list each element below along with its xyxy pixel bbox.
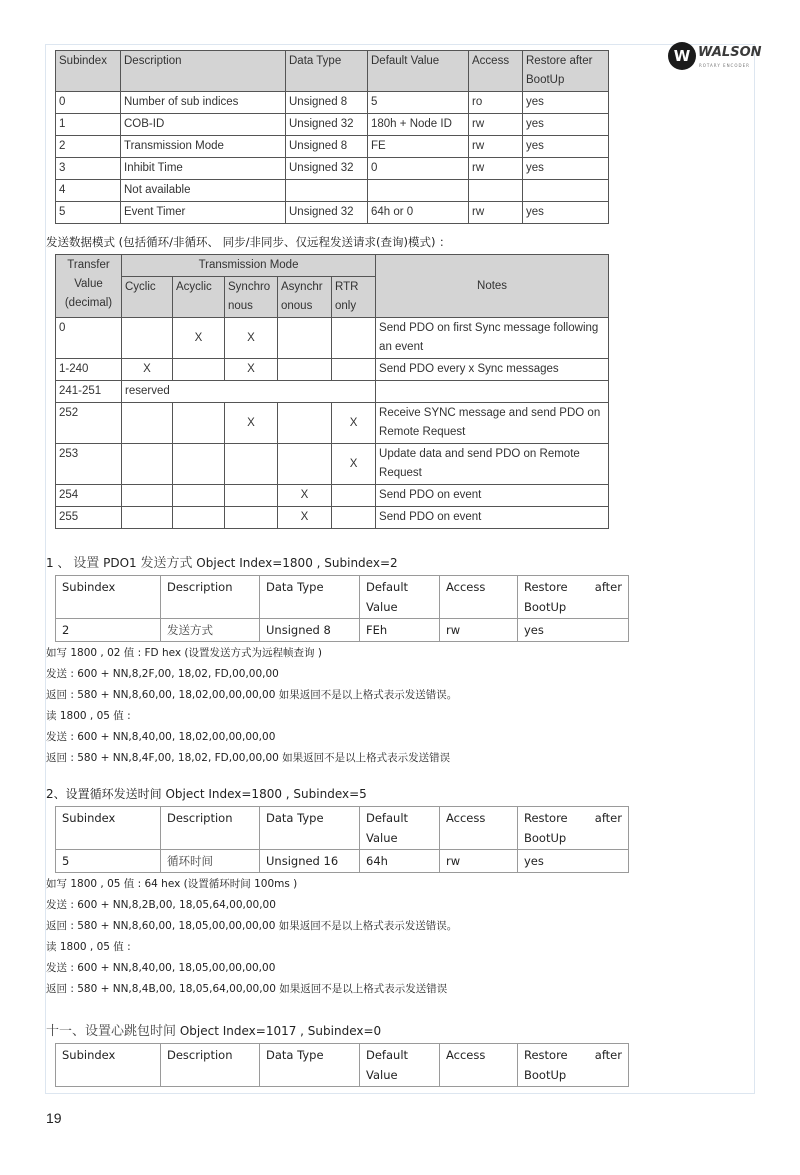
cell-access: rw: [469, 202, 523, 224]
cell-rtr: [332, 485, 376, 507]
cell-acyclic: X: [173, 318, 225, 359]
cell-cyclic: [122, 318, 173, 359]
section2-line: 返回 : 580 + NN,8,4B,00, 18,05,64,00,00,00 如果返回不是以上格式表示发送错误: [46, 983, 448, 995]
cell-restore: yes: [523, 114, 609, 136]
cell-cyclic: [122, 485, 173, 507]
cell-async: X: [278, 485, 332, 507]
cell-default-value: 180h + Node ID: [368, 114, 469, 136]
cell-description: 循环时间: [161, 850, 260, 873]
table-row: [56, 359, 609, 381]
cell-acyclic: [173, 444, 225, 485]
page-frame: [45, 44, 762, 1094]
header-access: Access: [440, 807, 518, 850]
cell-access: rw: [440, 619, 518, 642]
cell-data-type: Unsigned 32: [286, 158, 368, 180]
cell-cyclic: X: [122, 359, 173, 381]
cell-sync: X: [225, 318, 278, 359]
header-description: Description: [161, 576, 260, 619]
header-access: Access: [469, 51, 523, 92]
table-row: [56, 619, 629, 642]
transmission-mode-table: [55, 254, 609, 529]
table-row: [56, 114, 609, 136]
cell-access: rw: [469, 114, 523, 136]
header-subindex: Subindex: [56, 1044, 161, 1087]
walson-logo: [668, 42, 764, 72]
cell-async: X: [278, 507, 332, 529]
header-synchronous: Synchro nous: [225, 277, 278, 318]
header-restore: Restore after BootUp: [518, 576, 629, 619]
header-data-type: Data Type: [286, 51, 368, 92]
cell-access: [469, 180, 523, 202]
cell-cyclic: [122, 444, 173, 485]
page-number: 19: [46, 1110, 62, 1126]
logo-name: WALSON: [698, 45, 762, 60]
header-transfer-value: Transfer Value (decimal): [56, 255, 122, 318]
cell-default-value: 0: [368, 158, 469, 180]
cell-notes: Send PDO on event: [376, 507, 609, 529]
table-row: [56, 485, 609, 507]
header-subindex: Subindex: [56, 576, 161, 619]
cell-restore: yes: [523, 136, 609, 158]
table-row: [56, 180, 609, 202]
cell-notes: Receive SYNC message and send PDO on Remote Request: [376, 403, 609, 444]
cell-subindex: 5: [56, 202, 121, 224]
cell-transfer-value: 252: [56, 403, 122, 444]
table-row: [56, 507, 609, 529]
cell-rtr: X: [332, 403, 376, 444]
header-default-value: Default Value: [360, 1044, 440, 1087]
section1-heading: 1 、 设置 PDO1 发送方式 Object Index=1800 , Subindex=2: [46, 556, 398, 571]
cell-default-value: 5: [368, 92, 469, 114]
cell-subindex: 5: [56, 850, 161, 873]
cell-default-value: 64h or 0: [368, 202, 469, 224]
section2-line: 读 1800 , 05 值 :: [46, 941, 131, 953]
cell-default-value: [368, 180, 469, 202]
table-row: [56, 444, 609, 485]
table-header-row: [56, 807, 629, 850]
header-restore: Restore after BootUp: [523, 51, 609, 92]
header-notes: Notes: [376, 255, 609, 318]
cell-acyclic: [173, 359, 225, 381]
cell-sync: X: [225, 403, 278, 444]
section3-table: [55, 1043, 629, 1087]
header-access: Access: [440, 1044, 518, 1087]
cell-cyclic: [122, 507, 173, 529]
table-row: [56, 403, 609, 444]
cell-acyclic: [173, 485, 225, 507]
cell-access: ro: [469, 92, 523, 114]
cell-data-type: Unsigned 16: [260, 850, 360, 873]
header-asynchronous: Asynchr onous: [278, 277, 332, 318]
cell-transfer-value: 254: [56, 485, 122, 507]
cell-sync: [225, 444, 278, 485]
header-cyclic: Cyclic: [122, 277, 173, 318]
cell-restore: yes: [518, 619, 629, 642]
table-row: [56, 202, 609, 224]
header-restore: Restore after BootUp: [518, 1044, 629, 1087]
pdo-parameter-table: [55, 50, 609, 224]
cell-transfer-value: 241-251: [56, 381, 122, 403]
cell-description: Transmission Mode: [121, 136, 286, 158]
cell-description: Number of sub indices: [121, 92, 286, 114]
cell-subindex: 0: [56, 92, 121, 114]
cell-sync: [225, 507, 278, 529]
cell-transfer-value: 0: [56, 318, 122, 359]
section1-line: 发送 : 600 + NN,8,40,00, 18,02,00,00,00,00: [46, 731, 276, 743]
cell-description: Not available: [121, 180, 286, 202]
cell-transfer-value: 255: [56, 507, 122, 529]
header-restore: Restore after BootUp: [518, 807, 629, 850]
cell-description: Inhibit Time: [121, 158, 286, 180]
cell-restore: yes: [523, 158, 609, 180]
cell-default-value: FEh: [360, 619, 440, 642]
section2-heading: 2、设置循环发送时间 Object Index=1800 , Subindex=5: [46, 787, 367, 801]
section1-line: 返回 : 580 + NN,8,4F,00, 18,02, FD,00,00,00 如果返回不是以上格式表示发送错误: [46, 752, 451, 764]
cell-restore: yes: [523, 92, 609, 114]
cell-sync: [225, 485, 278, 507]
header-description: Description: [161, 1044, 260, 1087]
cell-access: rw: [469, 136, 523, 158]
mode-caption: 发送数据模式 (包括循环/非循环、 同步/非同步、仅远程发送请求(查询)模式) ：: [46, 235, 451, 249]
cell-async: [278, 403, 332, 444]
cell-access: rw: [469, 158, 523, 180]
header-data-type: Data Type: [260, 1044, 360, 1087]
cell-rtr: [332, 318, 376, 359]
walson-logo-icon: W: [668, 42, 696, 70]
cell-data-type: Unsigned 8: [260, 619, 360, 642]
section1-line: 读 1800 , 05 值 :: [46, 710, 131, 722]
header-default-value: Default Value: [368, 51, 469, 92]
cell-rtr: X: [332, 444, 376, 485]
cell-description: COB-ID: [121, 114, 286, 136]
cell-subindex: 2: [56, 136, 121, 158]
cell-restore: yes: [523, 202, 609, 224]
header-transmission-mode: Transmission Mode: [122, 255, 376, 277]
cell-subindex: 3: [56, 158, 121, 180]
table-row: [56, 136, 609, 158]
cell-data-type: Unsigned 32: [286, 202, 368, 224]
cell-transfer-value: 1-240: [56, 359, 122, 381]
table-row: [56, 850, 629, 873]
header-default-value: Default Value: [360, 807, 440, 850]
cell-access: rw: [440, 850, 518, 873]
table-header-row: [56, 51, 609, 92]
cell-data-type: Unsigned 8: [286, 136, 368, 158]
table-row: [56, 158, 609, 180]
cell-async: [278, 359, 332, 381]
cell-data-type: Unsigned 32: [286, 114, 368, 136]
section2-table: [55, 806, 629, 873]
section1-table: [55, 575, 629, 642]
table-row: [56, 318, 609, 359]
cell-notes: Send PDO every x Sync messages: [376, 359, 609, 381]
cell-acyclic: [173, 507, 225, 529]
header-default-value: Default Value: [360, 576, 440, 619]
cell-restore: yes: [518, 850, 629, 873]
header-acyclic: Acyclic: [173, 277, 225, 318]
cell-cyclic: [122, 403, 173, 444]
cell-async: [278, 318, 332, 359]
cell-sync: X: [225, 359, 278, 381]
header-access: Access: [440, 576, 518, 619]
cell-notes: Update data and send PDO on Remote Request: [376, 444, 609, 485]
cell-description: Event Timer: [121, 202, 286, 224]
logo-tagline: ROTARY ENCODER: [699, 63, 750, 68]
section1-line: 发送 : 600 + NN,8,2F,00, 18,02, FD,00,00,00: [46, 668, 279, 680]
section1-line: 如写 1800 , 02 值 : FD hex (设置发送方式为远程帧查询 ): [46, 647, 322, 659]
cell-subindex: 4: [56, 180, 121, 202]
table-header-row: [56, 1044, 629, 1087]
section2-line: 返回 : 580 + NN,8,60,00, 18,05,00,00,00,00 如果返回不是以上格式表示发送错误。: [46, 920, 458, 932]
cell-transfer-value: 253: [56, 444, 122, 485]
cell-rtr: [332, 507, 376, 529]
cell-reserved: reserved: [122, 381, 376, 403]
table-row: [56, 381, 609, 403]
cell-notes: [376, 381, 609, 403]
section2-line: 发送 : 600 + NN,8,40,00, 18,05,00,00,00,00: [46, 962, 276, 974]
header-data-type: Data Type: [260, 807, 360, 850]
cell-async: [278, 444, 332, 485]
cell-description: 发送方式: [161, 619, 260, 642]
cell-restore: [523, 180, 609, 202]
cell-acyclic: [173, 403, 225, 444]
header-description: Description: [161, 807, 260, 850]
header-subindex: Subindex: [56, 51, 121, 92]
header-rtr-only: RTR only: [332, 277, 376, 318]
section3-heading: 十一、设置心跳包时间 Object Index=1017 , Subindex=0: [46, 1024, 382, 1039]
header-subindex: Subindex: [56, 807, 161, 850]
cell-data-type: Unsigned 8: [286, 92, 368, 114]
cell-subindex: 2: [56, 619, 161, 642]
cell-data-type: [286, 180, 368, 202]
section2-line: 发送 : 600 + NN,8,2B,00, 18,05,64,00,00,00: [46, 899, 276, 911]
header-description: Description: [121, 51, 286, 92]
cell-subindex: 1: [56, 114, 121, 136]
cell-default-value: FE: [368, 136, 469, 158]
section2-line: 如写 1800 , 05 值 : 64 hex (设置循环时间 100ms ): [46, 878, 298, 890]
header-data-type: Data Type: [260, 576, 360, 619]
cell-rtr: [332, 359, 376, 381]
cell-notes: Send PDO on first Sync message following an event: [376, 318, 609, 359]
cell-default-value: 64h: [360, 850, 440, 873]
table-header-row: [56, 576, 629, 619]
cell-notes: Send PDO on event: [376, 485, 609, 507]
section1-line: 返回 : 580 + NN,8,60,00, 18,02,00,00,00,00 如果返回不是以上格式表示发送错误。: [46, 689, 458, 701]
table-row: [56, 92, 609, 114]
